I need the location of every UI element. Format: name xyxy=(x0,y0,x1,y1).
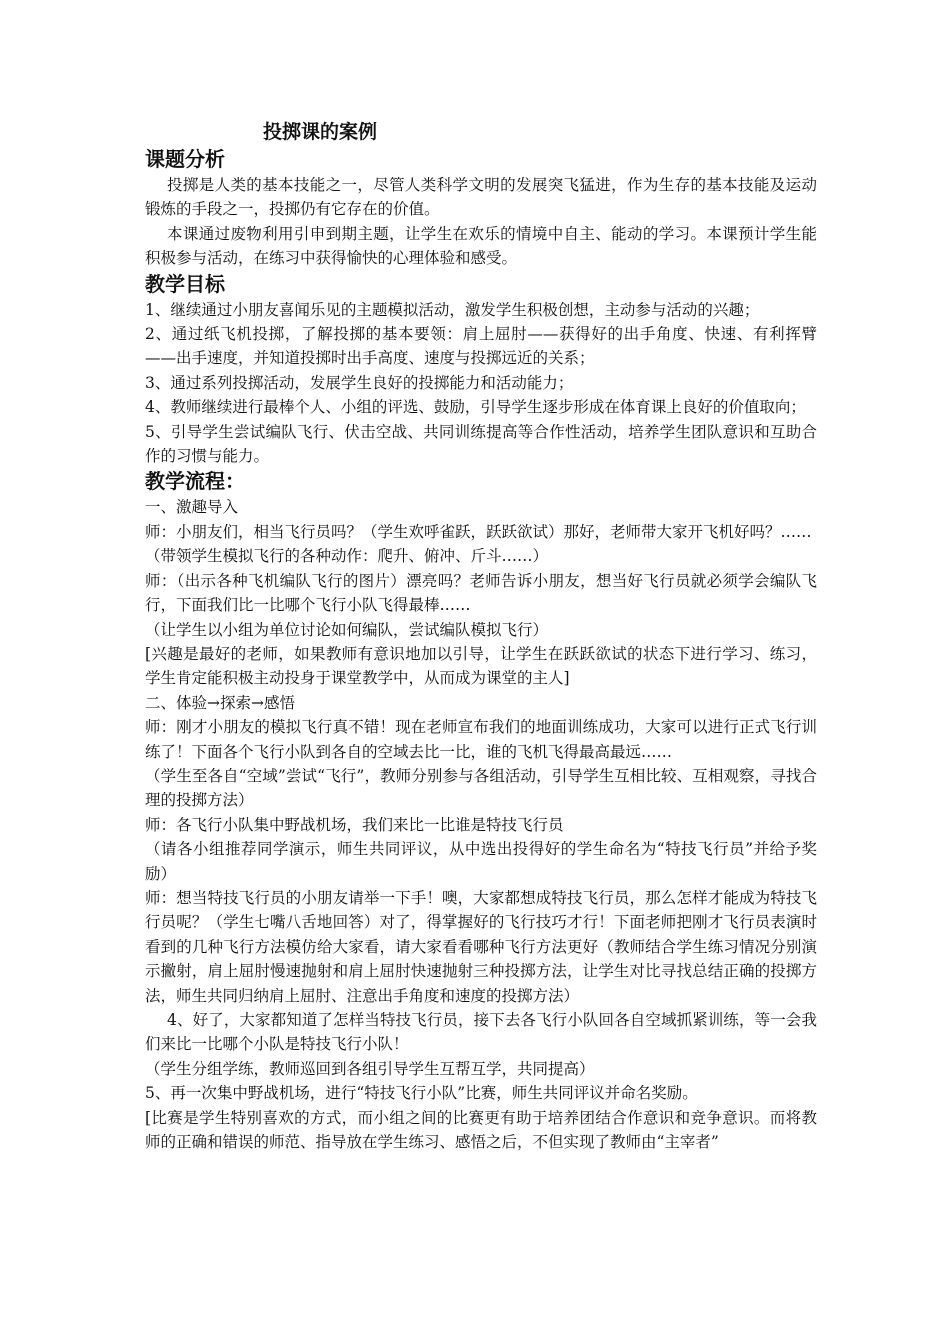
process-subheading: 二、体验→探索→感悟 xyxy=(145,693,295,712)
process-paragraph: 师：（出示各种飞机编队飞行的图片）漂亮吗？老师告诉小朋友，想当好飞行员就必须学会编队飞行，下面我们比一比哪个飞行小队飞得最棒…… xyxy=(145,571,817,615)
goal-item: 5、引导学生尝试编队飞行、伏击空战、共同训练提高等合作性活动，培养学生团队意识和互助合作的习惯与能力。 xyxy=(145,422,817,466)
process-paragraph: [比赛是学生特别喜欢的方式，而小组之间的比赛更有助于培养团结合作意识和竞争意识。而将教师的正确和错误的师范、指导放在学生练习、感悟之后，不但实现了教师由“主宰者” xyxy=(145,1108,817,1152)
process-paragraph: （学生至各自“空域”尝试“飞行”，教师分别参与各组活动，引导学生互相比较、互相观察，寻找合理的投掷方法） xyxy=(145,766,817,810)
process-subheading: 一、激趣导入 xyxy=(145,498,239,517)
goal-item: 2、通过纸飞机投掷，了解投掷的基本要领：肩上屈肘——获得好的出手角度、快速、有利挥臂——出手速度，并知道投掷时出手高度、速度与投掷远近的关系； xyxy=(145,325,817,368)
process-paragraph: [兴趣是最好的老师，如果教师有意识地加以引导，让学生在跃跃欲试的状态下进行学习、练习，学生肯定能积极主动投身于课堂教学中，从而成为课堂的主人] xyxy=(145,644,817,688)
process-paragraph: （让学生以小组为单位讨论如何编队，尝试编队模拟飞行） xyxy=(145,620,549,639)
process-paragraph: 5、再一次集中野战机场，进行“特技飞行小队”比赛，师生共同评议并命名奖励。 xyxy=(145,1084,698,1103)
document-content xyxy=(145,118,817,1154)
process-paragraph: 师：刚才小朋友的模拟飞行真不错！现在老师宣布我们的地面训练成功，大家可以进行正式飞行训练了！下面各个飞行小队到各自的空域去比一比，谁的飞机飞得最高最远…… xyxy=(145,718,817,761)
process-paragraph: （带领学生模拟飞行的各种动作：爬升、俯冲、斤斗……） xyxy=(145,547,549,566)
process-paragraph: 师：小朋友们，相当飞行员吗？（学生欢呼雀跃，跃跃欲试）那好，老师带大家开飞机好吗？…… xyxy=(145,522,812,541)
section-heading-process: 教学流程： xyxy=(145,469,245,494)
section-heading-analysis: 课题分析 xyxy=(145,147,225,171)
analysis-paragraph: 投掷是人类的基本技能之一，尽管人类科学文明的发展突飞猛进，作为生存的基本技能及运动锻炼的手段之一，投掷仍有它存在的价值。 xyxy=(145,176,817,219)
process-paragraph: （学生分组学练，教师巡回到各组引导学生互帮互学，共同提高） xyxy=(145,1059,595,1078)
section-heading-goals: 教学目标 xyxy=(145,271,225,296)
goal-item: 4、教师继续进行最棒个人、小组的评选、鼓励，引导学生逐步形成在体育课上良好的价值取向； xyxy=(145,398,806,417)
process-paragraph: 师：想当特技飞行员的小朋友请举一下手！噢，大家都想成特技飞行员，那么怎样才能成为特技飞行员呢？（学生七嘴八舌地回答）对了，得掌握好的飞行技巧才行！下面老师把刚才飞行员表演时看到的几种飞行方法模仿给大家看，请大家看看哪种飞行方法更好（教师结合学生练习情况分别演示撇射，肩上屈肘慢速抛射和肩上屈肘快速抛射三种投掷方法，让学生对比寻找总结正确的投掷方法，师生共同归纳肩上屈肘、注意出手角度和速度的投掷方法） xyxy=(145,888,817,1005)
process-paragraph: 4、好了，大家都知道了怎样当特技飞行员，接下去各飞行小队回各自空域抓紧训练，等一会我们来比一比哪个小队是特技飞行小队！ xyxy=(145,1011,817,1054)
process-paragraph: 师：各飞行小队集中野战机场，我们来比一比谁是特技飞行员 xyxy=(145,815,564,834)
document-title: 投掷课的案例 xyxy=(263,121,378,143)
process-paragraph: （请各小组推荐同学演示，师生共同评议，从中选出投得好的学生命名为“特技飞行员”并给予奖励） xyxy=(145,840,817,883)
goal-item: 1、继续通过小朋友喜闻乐见的主题模拟活动，激发学生积极创想，主动参与活动的兴趣； xyxy=(145,300,760,319)
analysis-paragraph: 本课通过废物利用引申到期主题，让学生在欢乐的情境中自主、能动的学习。本课预计学生能积极参与活动，在练习中获得愉快的心理体验和感受。 xyxy=(145,224,817,268)
goal-item: 3、通过系列投掷活动，发展学生良好的投掷能力和活动能力； xyxy=(145,373,574,392)
